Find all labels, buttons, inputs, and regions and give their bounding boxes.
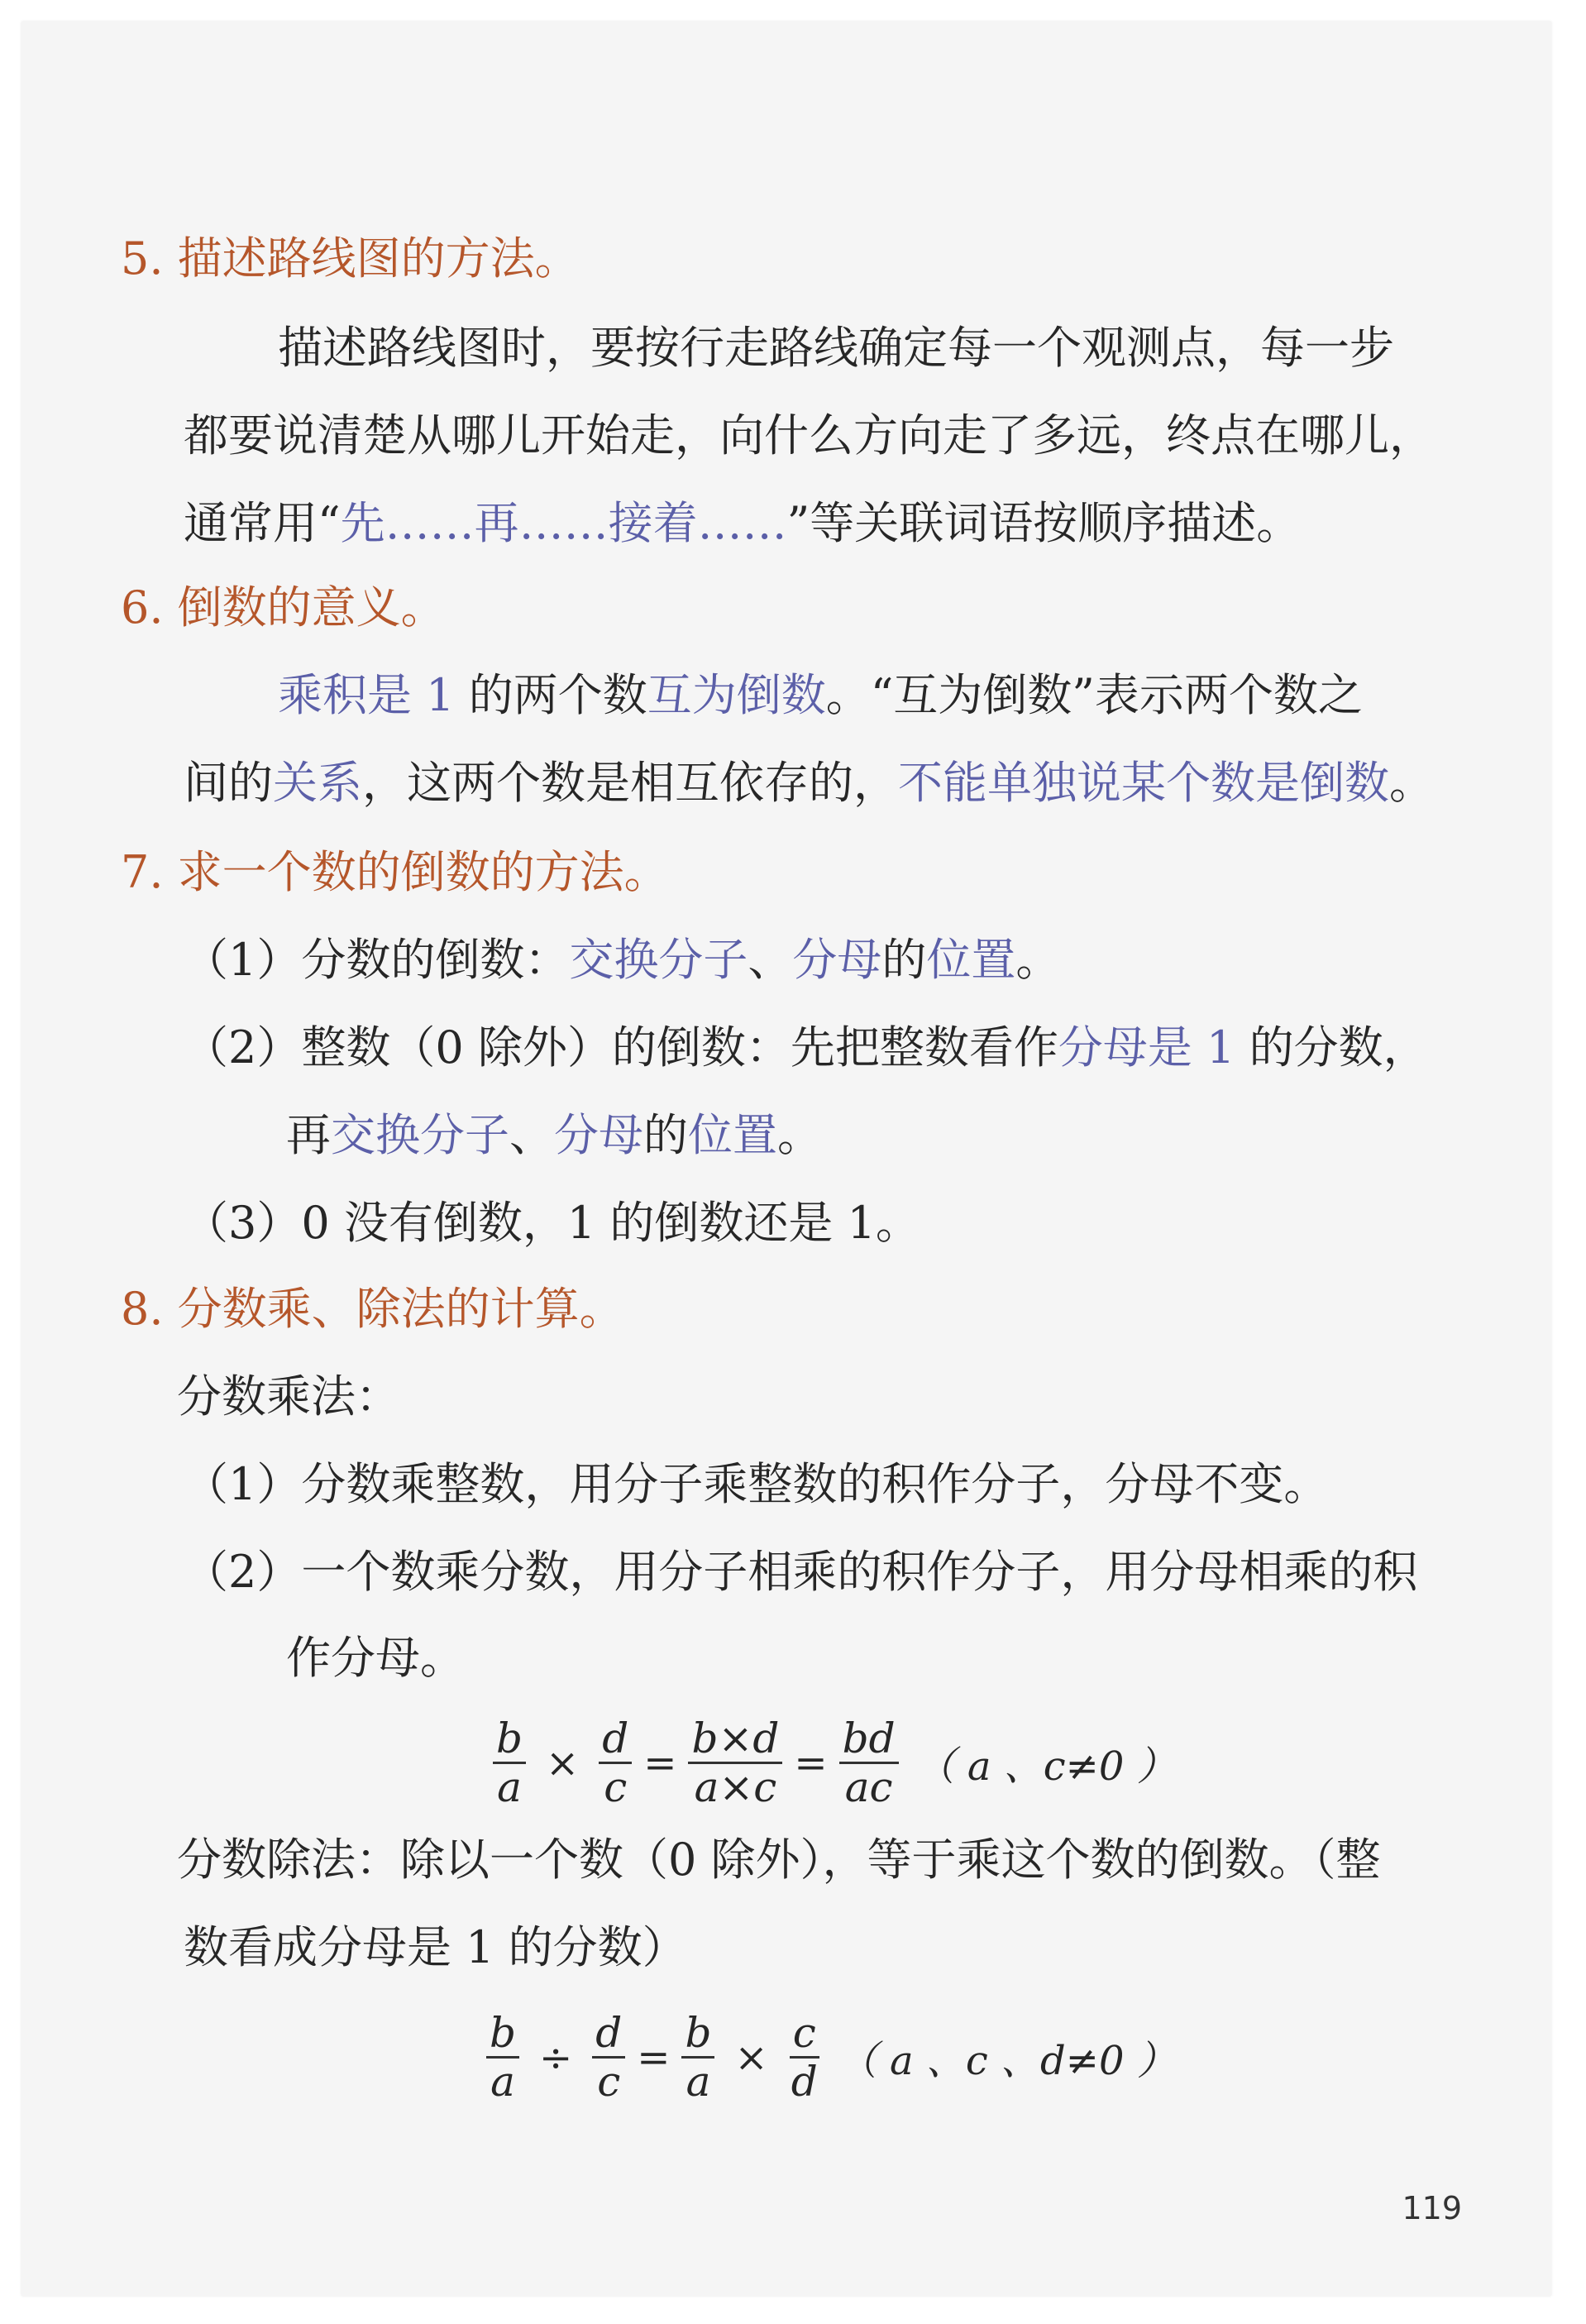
keyword: 分母: [554, 1109, 643, 1161]
numerator: bd: [839, 1715, 899, 1764]
times-sign: ×: [546, 1739, 580, 1786]
multiplication-label: 分数乘法：: [177, 1370, 400, 1423]
denominator: c: [597, 2058, 621, 2106]
section-7-item-2-cont: [286, 1107, 822, 1164]
fraction: [681, 2010, 714, 2105]
denominator: d: [791, 2058, 818, 2106]
keyword: 分母: [792, 934, 882, 986]
section-7-title: 7. 求一个数的倒数的方法。: [121, 846, 669, 898]
text: 。: [1015, 934, 1061, 986]
denominator: a: [497, 1763, 522, 1811]
equals-sign: =: [794, 1739, 828, 1786]
page-number: 119: [1402, 2190, 1462, 2226]
keyword: 位置: [926, 934, 1016, 986]
section-5-title: 5. 描述路线图的方法。: [121, 232, 580, 285]
section-7-item-1: [184, 931, 1060, 989]
fraction: [592, 2010, 625, 2105]
divide-sign: ÷: [539, 2034, 573, 2081]
text: （1）分数的倒数：: [184, 934, 570, 986]
fraction: [788, 2010, 821, 2105]
keyword-connectives: 先……再……接着……: [340, 497, 787, 549]
text: ，这两个数是相互依存的，: [362, 757, 898, 809]
equals-sign: =: [637, 2034, 671, 2081]
text: 、: [509, 1109, 554, 1161]
equals-sign: =: [643, 1739, 677, 1786]
text: 的: [643, 1109, 688, 1161]
keyword: 互为倒数: [647, 669, 826, 721]
times-sign: ×: [734, 2034, 768, 2081]
numerator: c: [790, 2010, 819, 2059]
keyword: 分母是 1: [1058, 1021, 1235, 1074]
text: （2）整数（0 除外）的倒数：先把整数看作: [184, 1021, 1058, 1074]
numerator: b×d: [688, 1715, 782, 1764]
section-7-item-3: （3）0 没有倒数，1 的倒数还是 1。: [184, 1197, 920, 1249]
section-6-line-1: [278, 667, 1363, 724]
keyword: 位置: [688, 1109, 777, 1161]
keyword: 关系: [273, 757, 362, 809]
denominator: c: [604, 1763, 628, 1811]
text: 间的: [184, 757, 273, 809]
section-6-title: 6. 倒数的意义。: [121, 581, 446, 634]
formula-condition: （ a 、c 、d≠0 ）: [837, 2038, 1177, 2084]
numerator: b: [681, 2010, 714, 2059]
keyword: 乘积是 1: [278, 669, 455, 721]
multiplication-formula: [488, 1715, 1177, 1810]
numerator: d: [592, 2010, 625, 2059]
multiplication-rule-2: （2）一个数乘分数，用分子相乘的积作分子，用分母相乘的积: [184, 1546, 1418, 1598]
division-formula: [481, 2010, 1177, 2105]
section-5-line-1: 描述路线图时，要按行走路线确定每一个观测点，每一步: [278, 322, 1394, 374]
multiplication-rule-2-cont: 作分母。: [286, 1632, 465, 1684]
multiplication-rule-1: （1）分数乘整数，用分子乘整数的积作分子，分母不变。: [184, 1458, 1329, 1510]
numerator: b: [493, 1715, 526, 1764]
section-7-item-2: [184, 1019, 1428, 1077]
fraction: [688, 1715, 782, 1810]
division-rule-line-2: 数看成分母是 1 的分数）: [184, 1921, 687, 1973]
text: 的: [881, 934, 927, 986]
formula-condition: （ a 、c≠0 ）: [915, 1743, 1177, 1790]
text: 通常用“: [184, 497, 341, 549]
text: 的分数，: [1235, 1021, 1428, 1074]
section-8-title: 8. 分数乘、除法的计算。: [121, 1283, 624, 1335]
text: 。: [777, 1109, 822, 1161]
keyword: 交换分子: [331, 1109, 509, 1161]
division-rule-line-1: 分数除法：除以一个数（0 除外），等于乘这个数的倒数。（整: [177, 1834, 1381, 1886]
fraction: [493, 1715, 526, 1810]
numerator: d: [599, 1715, 632, 1764]
fraction: [839, 1715, 899, 1810]
fraction: [599, 1715, 632, 1810]
keyword: 不能单独说某个数是倒数: [898, 757, 1389, 809]
text: 、: [748, 934, 793, 986]
keyword: 交换分子: [569, 934, 748, 986]
denominator: a×c: [694, 1763, 777, 1811]
text: 。“互为倒数”表示两个数之: [825, 669, 1363, 721]
numerator: b: [486, 2010, 519, 2059]
section-5-line-2: 都要说清楚从哪儿开始走，向什么方向走了多远，终点在哪儿，: [184, 409, 1434, 461]
text: 的两个数: [454, 669, 647, 721]
section-5-line-3: [184, 495, 1301, 552]
denominator: a: [490, 2058, 515, 2106]
text: ”等关联词语按顺序描述。: [786, 497, 1302, 549]
text: 再: [286, 1109, 331, 1161]
text: 。: [1389, 757, 1434, 809]
denominator: a: [686, 2058, 711, 2106]
section-6-line-2: [184, 754, 1434, 812]
fraction: [486, 2010, 519, 2105]
denominator: ac: [844, 1763, 893, 1811]
